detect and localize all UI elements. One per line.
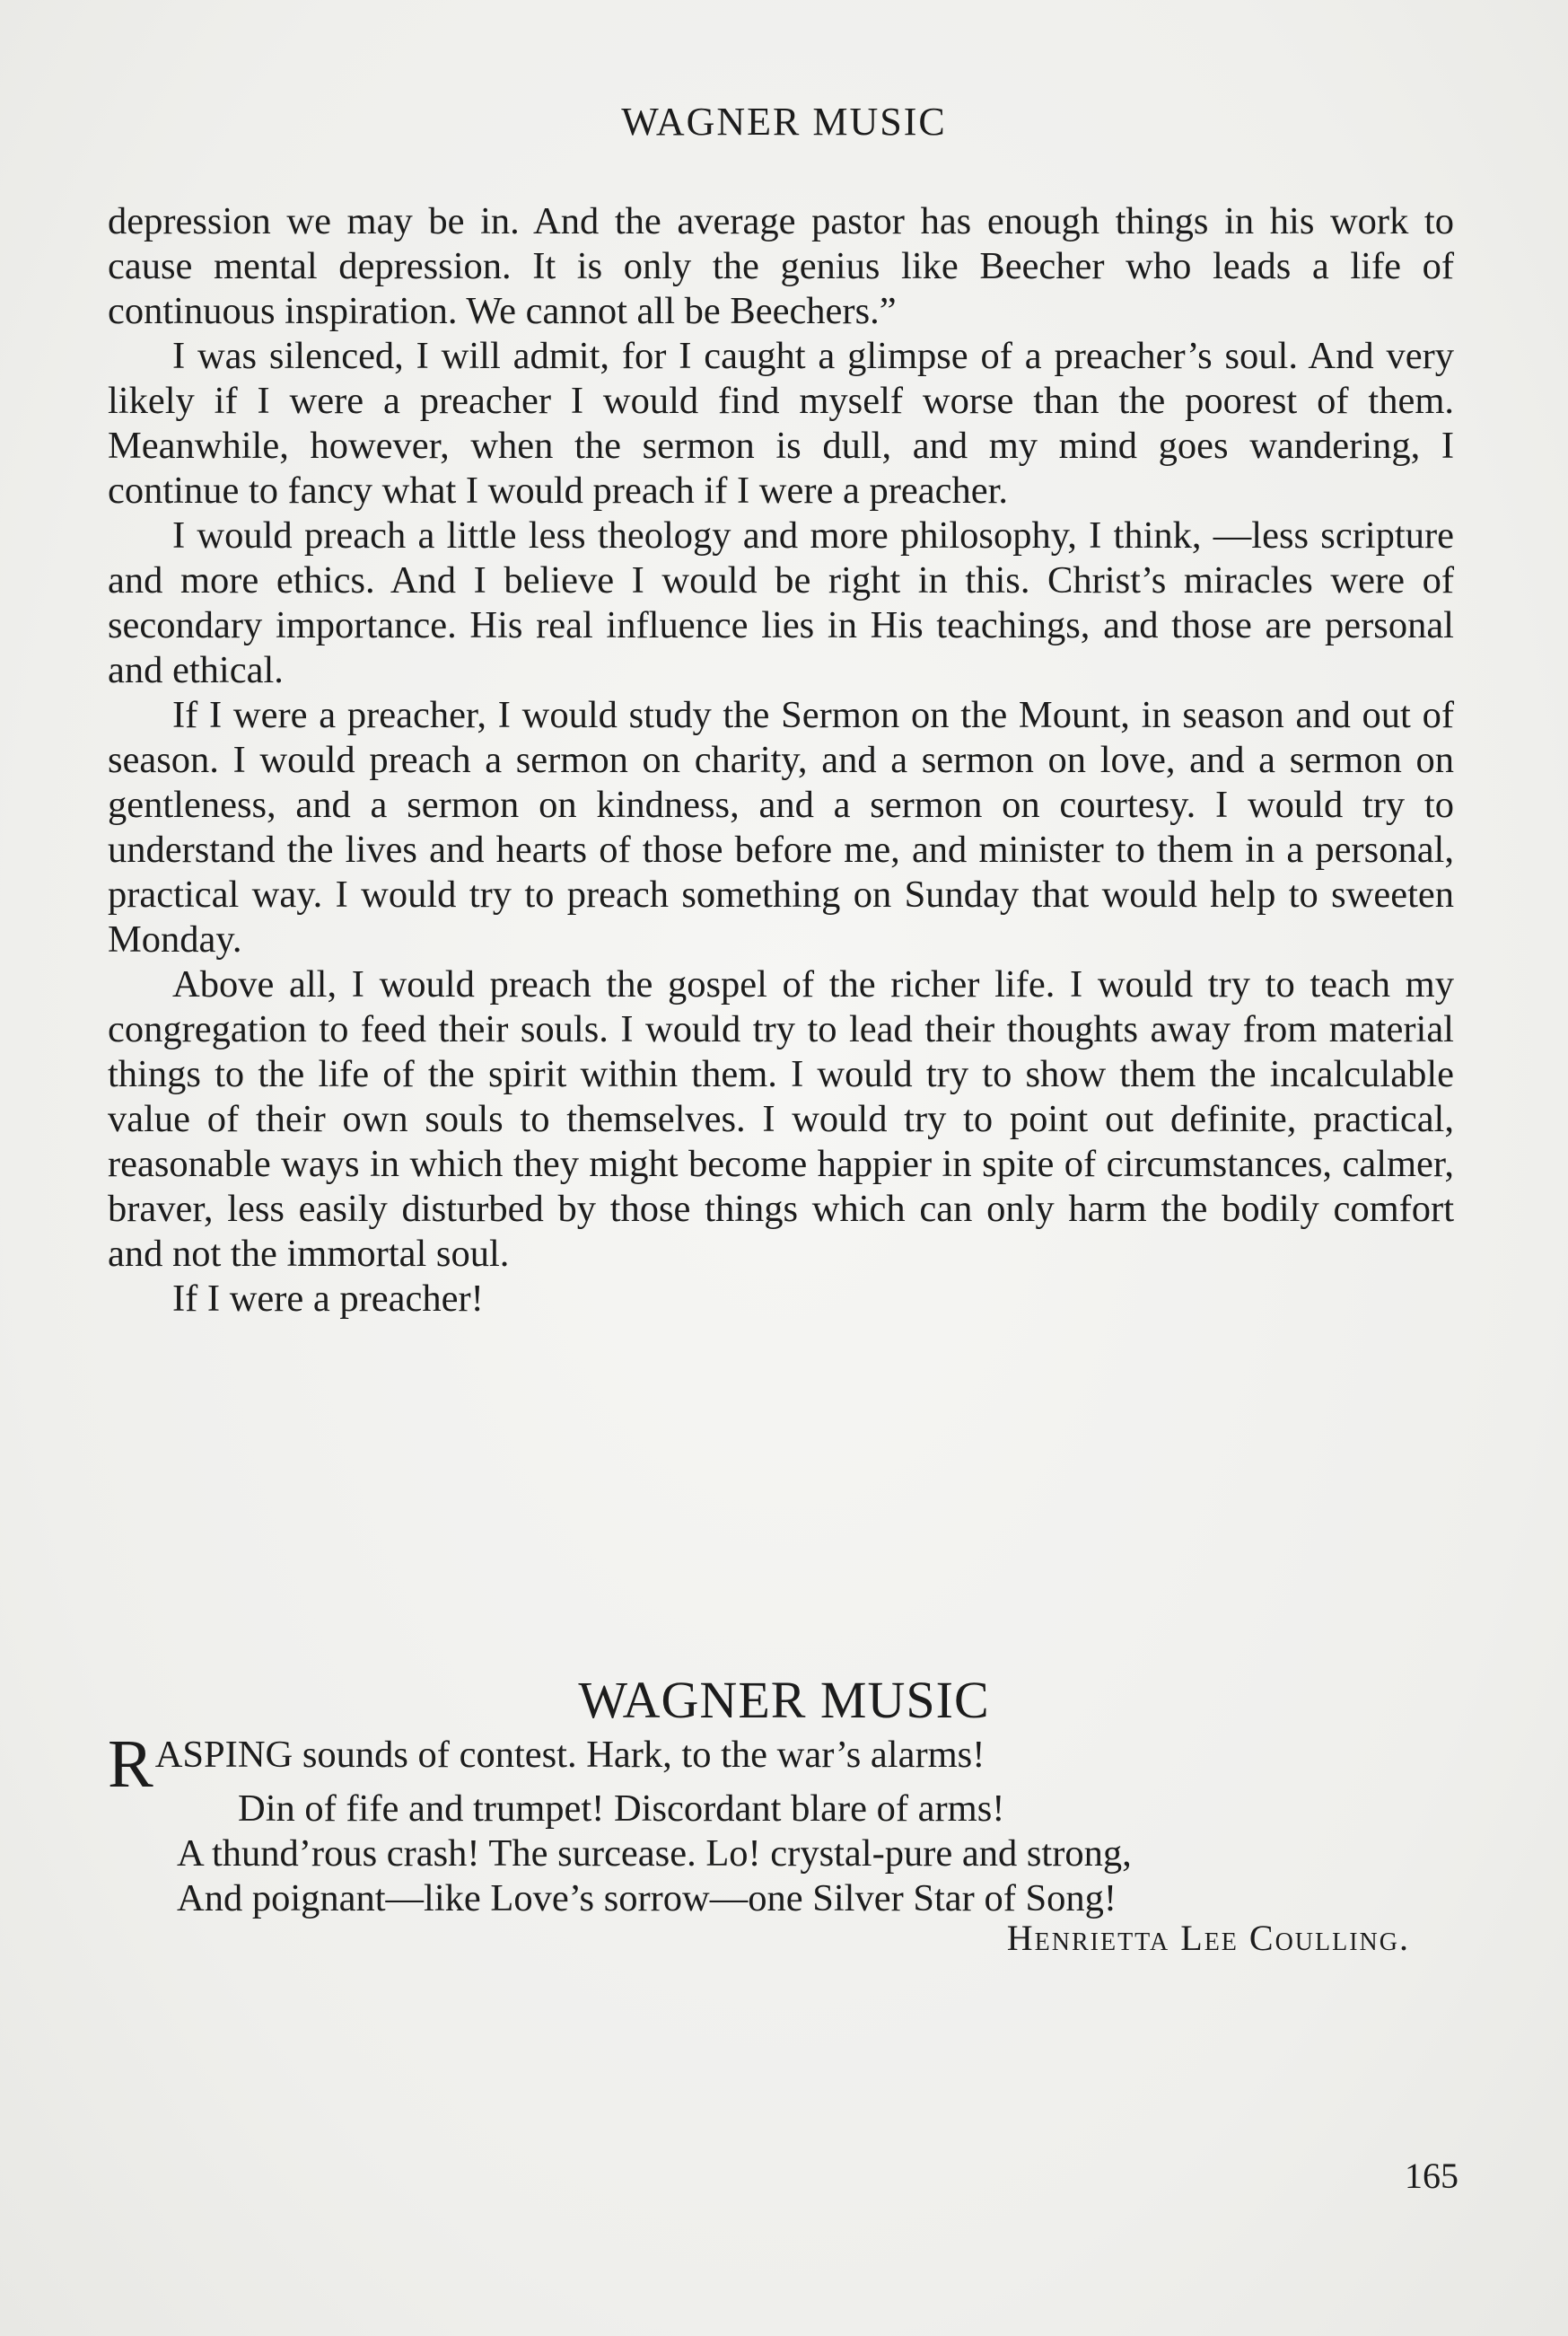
- poem-line-2: Din of fife and trumpet! Discordant blare of arms!: [238, 1787, 1005, 1830]
- poem-title: WAGNER MUSIC: [578, 1671, 990, 1729]
- poem-lead-smallcaps: ASPING: [154, 1734, 293, 1776]
- poem-line-3: A thund’rous crash! The surcease. Lo! crystal-pure and strong,: [177, 1832, 1132, 1875]
- essay-paragraph: Above all, I would preach the gospel of the richer life. I would try to teach my congregation to feed their souls. I would try to lead their thoughts away from material things to the life of the spirit within them. I would try to show them the incalculable value of their own souls to themselves. I would try to point out definite, practical, reasonable ways in which they might become happier in spite of circumstances, calmer, braver, less easily disturbed by those things which can only harm the bodily comfort and not the immortal soul.: [108, 963, 1454, 1275]
- essay-paragraph: I was silenced, I will admit, for I caught a glimpse of a preacher’s soul. And very likely if I were a preacher I would find myself worse than the poorest of them. Meanwhile, however, when the sermon is dull, and my mind goes wandering, I continue to fancy what I would preach if I were a preacher.: [108, 335, 1454, 512]
- poem-line-4: And poignant—like Love’s sorrow—one Silver Star of Song!: [177, 1877, 1117, 1919]
- essay-closing-line: If I were a preacher!: [172, 1278, 484, 1320]
- page-number: 165: [1405, 2156, 1459, 2196]
- essay-paragraph-continued: depression we may be in. And the average pastor has enough things in his work to cause mental depression. It is only the genius like Beecher who leads a life of continuous inspiration. We cannot all be Beechers.”: [108, 200, 1454, 332]
- drop-cap: R: [108, 1726, 153, 1802]
- essay-paragraph: If I were a preacher, I would study the Sermon on the Mount, in season and out of season. I would preach a sermon on charity, and a sermon on love, and a sermon on gentleness, and a sermon on kindness, and a sermon on courtesy. I would try to understand the lives and hearts of those before me, and minister to them in a personal, practical way. I would try to preach something on Sunday that would help to sweeten Monday.: [108, 694, 1454, 961]
- essay-paragraph: I would preach a little less theology and more philosophy, I think, —less scripture and more ethics. And I believe I would be right in this. Christ’s miracles were of secondary importance. His real influence lies in His teachings, and those are personal and ethical.: [108, 514, 1454, 691]
- poem-line-1: [108, 1726, 1454, 1802]
- poem-line-1-text: sounds of contest. Hark, to the war’s alarms!: [293, 1734, 985, 1776]
- poem-author: Henrietta Lee Coulling.: [1006, 1918, 1410, 1958]
- essay-body: [108, 199, 1454, 1322]
- poem-body: [108, 1726, 1454, 1921]
- running-head: WAGNER MUSIC: [621, 100, 947, 144]
